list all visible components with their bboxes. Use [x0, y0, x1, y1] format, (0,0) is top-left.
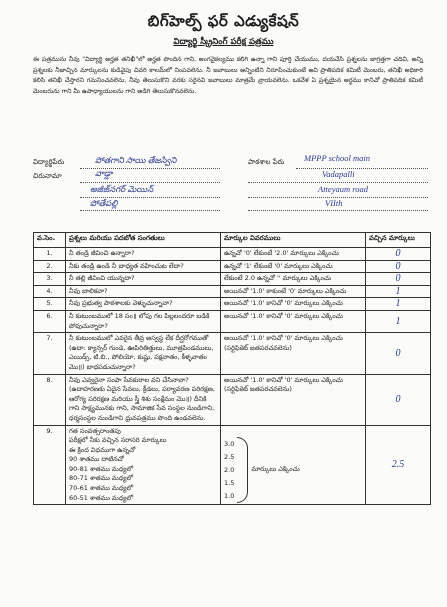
row-score[interactable]: 0 [366, 374, 431, 425]
row-marks-rule-cell [221, 333, 366, 374]
address-line-1 [80, 182, 220, 183]
form-title: బిగ్‌హెల్ప్ ఫర్ ఎడ్యుకేషన్ [147, 12, 300, 30]
school-name-label: పాఠశాల పేరు [248, 158, 285, 166]
school-place-line [248, 182, 428, 183]
table-row [34, 298, 431, 311]
row-marks-rule: అయినచో '1.0' కానిచో '0' మార్కులు ఎక్కించు [221, 298, 366, 311]
class-value[interactable]: VIIth [325, 198, 343, 208]
row-number: 5. [34, 298, 66, 311]
row-score[interactable]: 0 [366, 273, 431, 286]
row-score[interactable]: 0 [366, 248, 431, 261]
scale-value: 2.0 [224, 465, 235, 474]
scale-value: 2.5 [224, 452, 235, 461]
form-subtitle: విద్యార్థి స్క్రీనింగ్ పరీక్ష పత్రము [173, 37, 274, 47]
class-line [248, 210, 428, 211]
question-line: 80-71 శాతము మధ్యలో [69, 474, 134, 483]
row-number: 4. [34, 285, 66, 298]
curly-brace-icon [237, 437, 248, 503]
school-name-value[interactable]: MPPP school main [304, 153, 370, 163]
question-line: ఈ క్రింద విధముగా ఉన్నచో [69, 445, 136, 454]
scale-value: 1.5 [224, 478, 235, 487]
table-row [34, 273, 431, 286]
row-score[interactable]: 1 [366, 285, 431, 298]
row-question: నీవు ప్రభుత్వ పాఠశాలకు వెళ్ళుచున్నావా? [66, 298, 221, 311]
row-question: నీవు బాలికవా? [66, 285, 221, 298]
table-row [34, 310, 431, 332]
question-line: 90-81 శాతము మధ్యలో [69, 464, 134, 473]
row-score[interactable]: 0 [366, 260, 431, 273]
question-line: 70-61 శాతము మధ్యలో [69, 484, 134, 493]
col-header-number: వ.సెం. [34, 233, 66, 248]
row-number: 6. [34, 310, 66, 332]
school-place-value[interactable]: Vadapalli [322, 169, 355, 179]
row-number: 9. [34, 425, 66, 505]
table-header-row [34, 233, 431, 248]
row-marks-note: (సర్టిఫికెట్ జతపరచవలెను) [224, 385, 292, 394]
row-marks-note: (సర్టిఫికెట్ జతపరచవలెను) [224, 343, 292, 352]
table-row [34, 333, 431, 374]
question-line: 90 శాతము దాటినచో [69, 455, 124, 464]
table-row [34, 374, 431, 425]
row-number: 7. [34, 333, 66, 374]
row-number: 2. [34, 260, 66, 273]
row-marks-rule-cell [221, 374, 366, 425]
row-question: నీ కుటుంబములో 18 సం॥ లోపు గల పిల్లలందరూ బడికి పోవుచున్నారా? [66, 310, 221, 332]
address-label: చిరునామా [33, 172, 62, 180]
table-row [34, 260, 431, 273]
scale-value: 1.0 [224, 491, 235, 500]
row-score[interactable]: 2.5 [366, 425, 431, 505]
row-marks-rule: ఉన్నచో '0' లేకుంటే '2.0' మార్కులు ఎక్కించు [221, 248, 366, 261]
instructions-paragraph: ఈ పత్రమును నీవు "విద్యార్థి అర్హత తనిఖీ"లో అర్హత పొందిన గాని, అంగవైకల్యము కలిగి ఉన్నా గాని పూర్తి చేయుము, దయచేసి ప్రశ్నలను జాగ్రత్తగా చదివి, అన్ని ప్రశ్నలకు నీజాచ్చిన మార్కులను కుడివైపు చివరి కాలమ్‌లో నింపవలెను. నీ జవాబులు అన్నింటిని నిరూపించుకుంటే అవి ప్రాతిపదిక కమిటీ మెంబరు, తనిఖీ అధికారి కలిసి తనిఖీ చేస్తారని గమనించవలెను. నీవు తెలుసుకొని వరకు సరైనవి జవాబులు మాత్రమే వ్రాయవలెను. ఒకవేళ ఏ ప్రశ్నయైన అర్థము కానిచో ప్రాతిపదిక కమిటీ మెంబరును గాని మీ ఉపాధ్యాయులను గాని అడిగి తెలుసుకొనవలెను. [33, 56, 423, 95]
row-score[interactable]: 0 [366, 333, 431, 374]
row-question: నీకు తండ్రి ఉండి నీ బాధ్యత వహించుట లేదా? [66, 260, 221, 273]
school-address-value[interactable]: Atteyaum road [318, 184, 368, 194]
school-name-line [296, 168, 428, 169]
row-question: నీ తల్లి జీవించి యున్నదా? [66, 273, 221, 286]
col-header-question: ప్రశ్నలు మరియు పదబోత సంగతులు [66, 233, 221, 248]
row-marks-rule: అయినచో '1.0' కానిచో '0' మార్కులు ఎక్కించు [221, 310, 366, 332]
scale-value: 3.0 [224, 439, 235, 448]
row-marks-rule: అయినచో '1.0' కానిచో '0' మార్కులు ఎక్కించు [224, 375, 343, 384]
row-marks-rule: లేకుంటే 2.0 ఉన్నచో '' మార్కులు ఎక్కించు [221, 273, 366, 286]
row-question: నీ తండ్రి జీవించి ఉన్నారా? [66, 248, 221, 261]
row-marks-rule: ఉన్నచో '1' లేకుంటే '0' మార్కులు ఎక్కించు [221, 260, 366, 273]
table-row [34, 425, 431, 505]
row-marks-rule: అయినచో '1.0' కాకుంటే '0' మార్కులు ఎక్కించు [221, 285, 366, 298]
col-header-marks-obtained: వచ్చిన మార్కులు [366, 233, 431, 248]
row-question: నీవు ఎవ్వరైనా సంపా సేవకురాల వని చేసినావా? (ఉదాహరణకు ఏదైన సేవలు, క్రీడలు, పర్యావరణ పరిరక్షణ, ఆరోగ్య పరిరక్షణ మరియు స్త్రీ శిశు సంక్షేమం మొ॥) దీనికి గాని సాక్ష్యమునకు గాని, సామాజిక సేవ సంస్థల నుండిగాని, ధర్మసంస్థల నుండిగాని ధ్రువపత్రము పొంది ఉండవలెను. [66, 374, 221, 425]
table-row [34, 285, 431, 298]
question-line: పరీక్షలో నీకు వచ్చిన సరాసరి మార్కులు [69, 436, 167, 445]
question-line: గత సంవత్సరాంతపు [69, 426, 121, 435]
row-marks-rule: మార్కులు ఎక్కించు [251, 465, 300, 474]
row-marks-scale-cell [221, 425, 366, 505]
row-score[interactable]: 1 [366, 298, 431, 311]
scale-values [224, 438, 234, 503]
row-question-lines [66, 425, 221, 505]
address-value-2[interactable]: అజీజ్‌నగర్ మెయిన్ [90, 184, 154, 194]
col-header-marks-details: మార్కుల వివరములు [221, 233, 366, 248]
address-value-1[interactable]: వాడ్డా [95, 168, 113, 178]
student-name-label: విద్యార్థిపేరు [33, 158, 65, 166]
address-value-3[interactable]: పోతేపల్లి [90, 198, 118, 208]
row-marks-rule: అయినచో '1.0' కానిచో '0' మార్కులు ఎక్కించు [224, 334, 343, 343]
row-score[interactable]: 1 [366, 310, 431, 332]
question-line: 60-51 శాతము మధ్యలో [69, 493, 134, 502]
row-number: 1. [34, 248, 66, 261]
row-number: 8. [34, 374, 66, 425]
marks-scale [224, 437, 362, 503]
table-row [34, 248, 431, 261]
row-question: నీ కుటుంబములో ఎవరైన తీవ్ర అస్వస్థ లేక దీర్ఘరోగముతో (ఉదా: క్యాన్సర్ గుండె, ఊపిరితిత్తులు, మూత్రపిండములు, ఎయిడ్స్, టి.బి., పోలియో, కుష్టు, పక్షవాతం, కీళ్ళవాతం మొ॥) బాధపడుచున్నారా? [66, 333, 221, 374]
student-name-value[interactable]: పోతగాని సాయి తేజస్విని [95, 155, 177, 165]
questions-table [33, 232, 431, 505]
row-number: 3. [34, 273, 66, 286]
